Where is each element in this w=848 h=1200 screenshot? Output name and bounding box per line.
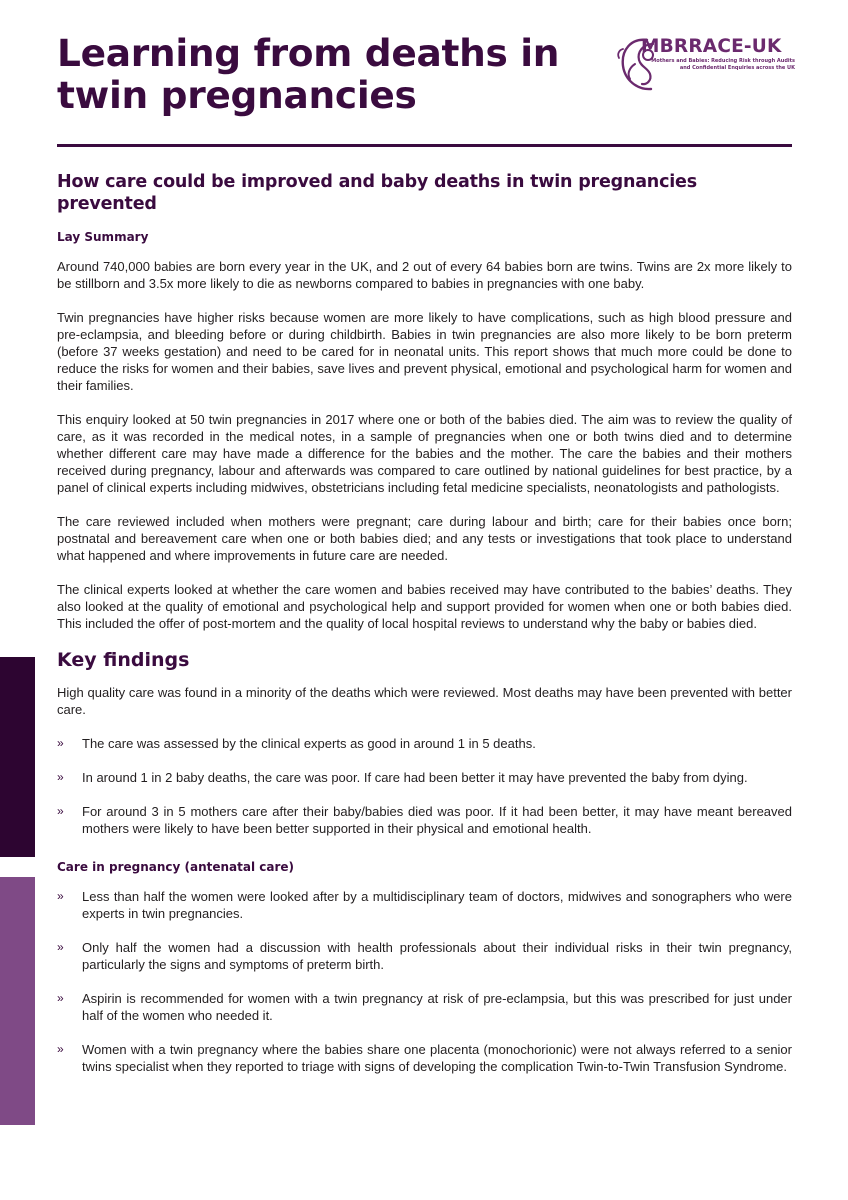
list-item-text: Only half the women had a discussion with health professionals about their individual risks in their twin pregnancy, particularly the signs and symptoms of preterm birth. [82,940,792,972]
lay-summary-paragraph: This enquiry looked at 50 twin pregnancies in 2017 where one or both of the babies died. The aim was to review the quality of care, as it was recorded in the medical notes, in a sample of pregnancies when one or both twins died and to determine whether different care may have made a difference for the babies and the mother. The care the babies and their mothers received during pregnancy, labour and afterwards was compared to care outlined by national guidelines for best practice, by a panel of clinical experts including midwives, obstetricians including fetal medicine specialists, neonatologists and pathologists. [57,412,792,495]
side-accent-bar-light [0,877,35,1125]
antenatal-care-heading: Care in pregnancy (antenatal care) [57,860,295,874]
bullet-icon: » [57,940,64,954]
lay-summary-paragraph: The clinical experts looked at whether the care women and babies received may have contributed to the babies’ deaths. They also looked at the quality of emotional and psychological help and support provided for women when one or both babies died. This included the offer of post-mortem and the quality of local hospital reviews to understand why the baby or babies died. [57,582,792,631]
list-item [57,735,792,752]
list-item-text: For around 3 in 5 mothers care after their baby/babies died was poor. If it had been better, it may have meant bereaved mothers were likely to have been better supported in their physical and emotional health. [82,804,792,836]
list-item [57,769,792,786]
list-item-text: Less than half the women were looked after by a multidisciplinary team of doctors, midwives and sonographers who were experts in twin pregnancies. [82,889,792,921]
list-item [57,888,792,922]
list-item-text: Aspirin is recommended for women with a twin pregnancy at risk of pre-eclampsia, but this was prescribed for just under half of the women who needed it. [82,991,792,1023]
bullet-icon: » [57,736,64,750]
bullet-icon: » [57,770,64,784]
side-accent-bar-dark [0,657,35,857]
key-findings-heading: Key findings [57,649,190,671]
lay-summary-heading: Lay Summary [57,230,149,244]
logo-name: MBRRACE-UK [641,36,782,57]
lay-summary-paragraph: Twin pregnancies have higher risks because women are more likely to have complications, such as high blood pressure and pre-eclampsia, and bleeding before or during childbirth. Babies in twin pregnancies are also more likely to be born preterm (before 37 weeks gestation) and need to be cared for in neonatal units. This report shows that much more could be done to reduce the risks for women and their babies, save lives and prevent physical, emotional and psychological harm for women and their families. [57,310,792,393]
list-item [57,803,792,837]
bullet-icon: » [57,889,64,903]
list-item-text: The care was assessed by the clinical experts as good in around 1 in 5 deaths. [82,736,536,751]
main-content [57,171,792,1092]
bullet-icon: » [57,991,64,1005]
list-item [57,1041,792,1075]
list-item-text: Women with a twin pregnancy where the babies share one placenta (monochorionic) were not always referred to a senior twins specialist when they reported to triage with signs of developing the complication Twin-to-Twin Transfusion Syndrome. [82,1042,792,1074]
bullet-icon: » [57,1042,64,1056]
antenatal-care-list [57,888,792,1075]
key-findings-intro: High quality care was found in a minority of the deaths which were reviewed. Most deaths may have been prevented with better care. [57,685,792,717]
list-item-text: In around 1 in 2 baby deaths, the care was poor. If care had been better it may have prevented the baby from dying. [82,770,748,785]
bullet-icon: » [57,804,64,818]
lay-summary-paragraph: Around 740,000 babies are born every year in the UK, and 2 out of every 64 babies born are twins. Twins are 2x more likely to be stillborn and 3.5x more likely to die as newborns compared to babies in pregnancies with one baby. [57,259,792,291]
lay-summary-paragraph: The care reviewed included when mothers were pregnant; care during labour and birth; care for their babies once born; postnatal and bereavement care when one or both babies died; and any tests or investigations that took place to understand what happened and where improvements in future care are needed. [57,514,792,563]
subtitle: How care could be improved and baby deaths in twin pregnancies prevented [57,172,697,214]
logo-tagline: Mothers and Babies: Reducing Risk through Audits and Confidential Enquiries across the UK [651,58,795,71]
list-item [57,939,792,973]
mbrrace-logo [617,34,797,96]
key-findings-list [57,735,792,837]
list-item [57,990,792,1024]
title-divider [57,144,792,147]
page-title: Learning from deaths in twin pregnancies [57,31,560,117]
